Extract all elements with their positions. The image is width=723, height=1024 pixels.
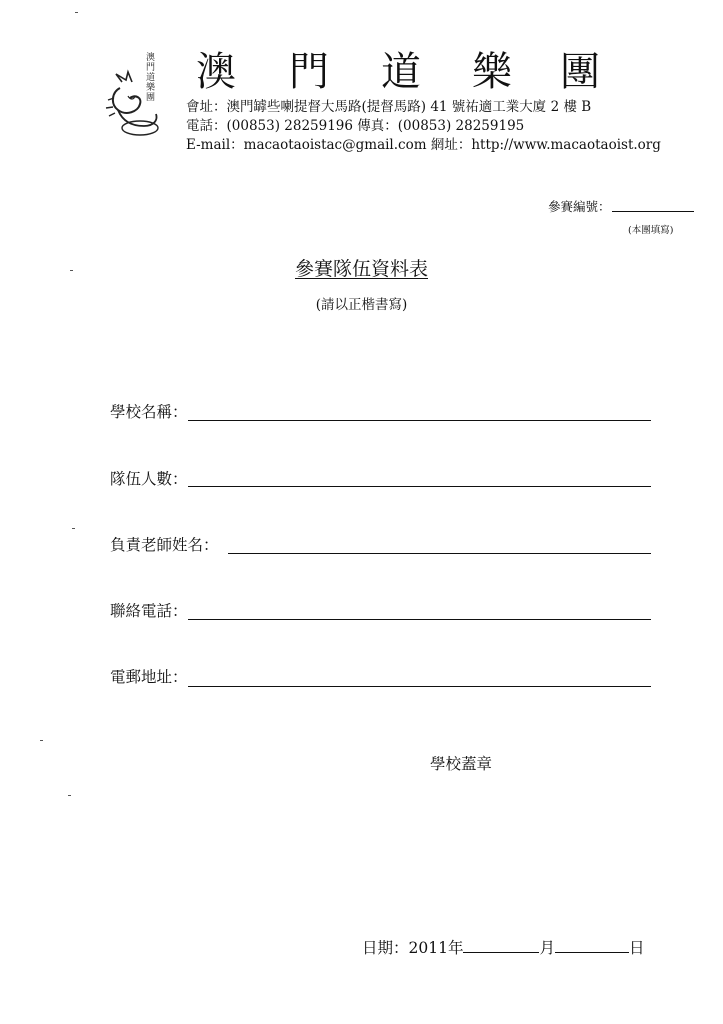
scan-speck (75, 12, 78, 13)
contact-phone-label: 聯絡電話： (110, 602, 188, 620)
org-name-char: 團 (560, 49, 600, 95)
org-address: 會址：澳門罅些喇提督大馬路(提督馬路) 41 號祐適工業大廈 2 樓 B (186, 99, 592, 115)
school-name-field[interactable] (188, 420, 651, 421)
org-name-char: 道 (381, 49, 421, 95)
date-day-label: 日 (628, 939, 645, 957)
org-name-char: 門 (289, 49, 329, 95)
entry-number-label: 參賽編號： (548, 199, 611, 214)
org-phone-fax: 電話：(00853) 28259196 傳真：(00853) 28259195 (186, 118, 525, 134)
scan-speck (72, 528, 75, 529)
entry-number-blank[interactable] (612, 211, 694, 212)
date-month-blank[interactable] (463, 938, 539, 953)
team-size-label: 隊伍人數： (110, 470, 188, 488)
contact-phone-field[interactable] (188, 619, 651, 620)
org-name-char: 澳 (196, 49, 236, 95)
team-size-field[interactable] (188, 486, 651, 487)
email-address-label: 電郵地址： (110, 668, 188, 686)
school-name-label: 學校名稱： (110, 403, 188, 421)
date-line (362, 936, 644, 958)
date-month-label: 月 (539, 939, 555, 957)
teacher-name-field[interactable] (228, 553, 651, 554)
dragon-emblem-icon (100, 52, 162, 142)
date-prefix: 日期：2011年 (362, 939, 464, 957)
logo-vertical-text: 澳門道樂團 (144, 52, 154, 102)
org-name-char: 樂 (472, 49, 512, 95)
form-title: 參賽隊伍資料表 (294, 258, 428, 280)
date-day-blank[interactable] (555, 938, 629, 953)
school-stamp-label: 學校蓋章 (430, 755, 493, 773)
entry-number-note: (本團填寫) (628, 225, 674, 236)
scan-speck (68, 795, 71, 796)
org-email-website: E-mail：macaotaoistac@gmail.com 網址：http://www.macaotaoist.org (186, 137, 661, 153)
form-subtitle: (請以正楷書寫) (315, 297, 408, 313)
teacher-name-label: 負責老師姓名： (110, 536, 219, 554)
scan-speck (40, 740, 43, 741)
org-logo (100, 52, 180, 142)
email-address-field[interactable] (188, 686, 651, 687)
